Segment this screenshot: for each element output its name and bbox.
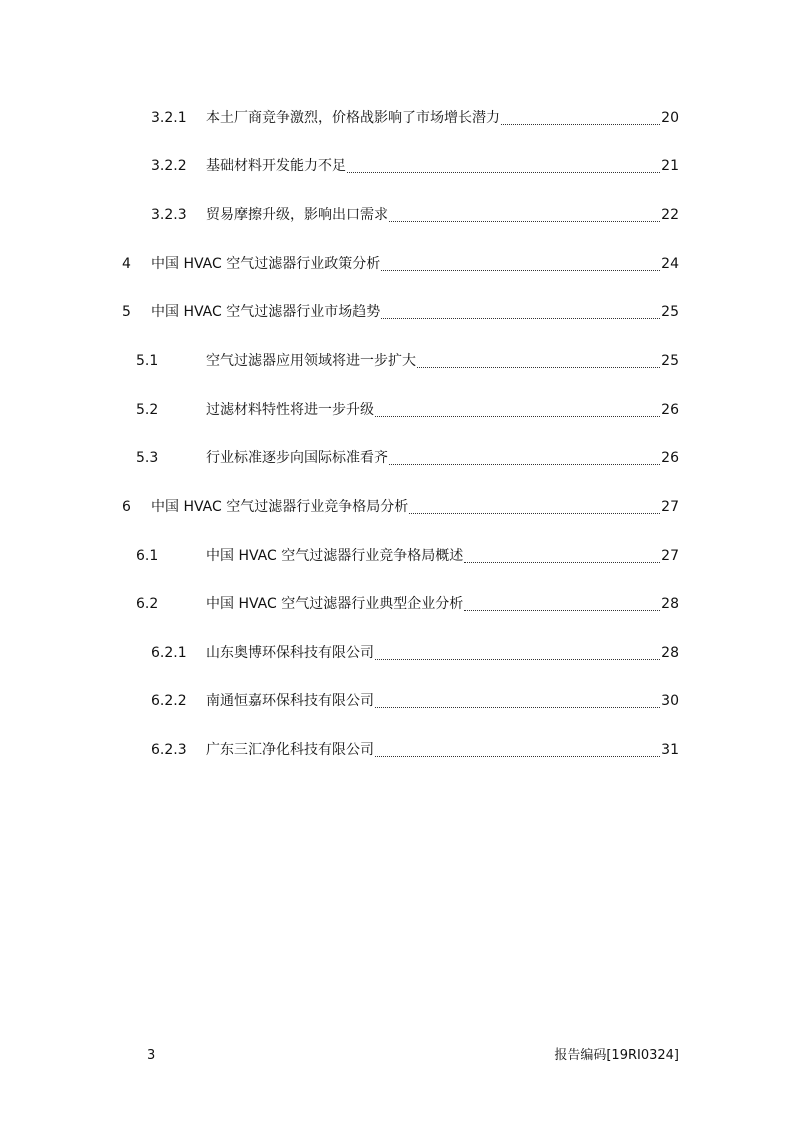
toc-entry-page: 26 — [661, 402, 679, 418]
toc-entry-title: 中国 HVAC 空气过滤器行业市场趋势 — [151, 304, 381, 320]
toc-entry-3-2-2[interactable] — [0, 156, 800, 176]
toc-entry-5-1[interactable] — [0, 351, 800, 371]
dot-leader — [375, 645, 660, 660]
toc-entry-6[interactable] — [0, 497, 800, 517]
toc-entry-3-2-1[interactable] — [0, 108, 800, 128]
dot-leader — [417, 353, 660, 368]
toc-entry-number: 5 — [122, 304, 131, 320]
toc-entry-title: 中国 HVAC 空气过滤器行业竞争格局概述 — [206, 548, 464, 564]
dot-leader — [375, 402, 660, 417]
toc-entry-page: 28 — [661, 645, 679, 661]
toc-entry-5[interactable] — [0, 302, 800, 322]
toc-entry-page: 26 — [661, 450, 679, 466]
toc-entry-title: 中国 HVAC 空气过滤器行业政策分析 — [151, 256, 381, 272]
toc-entry-5-3[interactable] — [0, 448, 800, 468]
dot-leader — [464, 548, 660, 563]
dot-leader — [381, 256, 660, 271]
toc-entry-number: 3.2.3 — [151, 207, 187, 223]
toc-entry-number: 6.2.3 — [151, 742, 187, 758]
toc-entry-page: 27 — [661, 548, 679, 564]
toc-entry-page: 27 — [661, 499, 679, 515]
toc-entry-page: 24 — [661, 256, 679, 272]
dot-leader — [389, 207, 660, 222]
dot-leader — [375, 742, 660, 757]
toc-entry-3-2-3[interactable] — [0, 205, 800, 225]
dot-leader — [389, 450, 660, 465]
toc-entry-title: 基础材料开发能力不足 — [206, 158, 346, 174]
toc-entry-number: 5.1 — [136, 353, 159, 369]
toc-entry-title: 中国 HVAC 空气过滤器行业典型企业分析 — [206, 596, 464, 612]
dot-leader — [381, 304, 660, 319]
toc-entry-title: 中国 HVAC 空气过滤器行业竞争格局分析 — [151, 499, 409, 515]
toc-entry-title: 行业标准逐步向国际标准看齐 — [206, 450, 388, 466]
dot-leader — [347, 158, 660, 173]
toc-entry-page: 25 — [661, 304, 679, 320]
toc-entry-page: 28 — [661, 596, 679, 612]
dot-leader — [501, 110, 660, 125]
toc-entry-page: 21 — [661, 158, 679, 174]
toc-entry-title: 本土厂商竞争激烈，价格战影响了市场增长潜力 — [206, 110, 500, 126]
toc-entry-number: 6.2 — [136, 596, 159, 612]
toc-entry-title: 南通恒嘉环保科技有限公司 — [206, 693, 374, 709]
toc-entry-number: 6.2.1 — [151, 645, 187, 661]
dot-leader — [464, 596, 660, 611]
toc-entry-title: 山东奥博环保科技有限公司 — [206, 645, 374, 661]
toc-entry-6-1[interactable] — [0, 546, 800, 566]
toc-entry-title: 空气过滤器应用领域将进一步扩大 — [206, 353, 416, 369]
toc-entry-number: 3.2.2 — [151, 158, 187, 174]
toc-entry-number: 6.1 — [136, 548, 159, 564]
toc-entry-5-2[interactable] — [0, 400, 800, 420]
toc-entry-6-2-1[interactable] — [0, 643, 800, 663]
toc-entry-page: 30 — [661, 693, 679, 709]
toc-entry-page: 20 — [661, 110, 679, 126]
footer-page-number: 3 — [147, 1048, 156, 1063]
toc-entry-page: 25 — [661, 353, 679, 369]
footer-report-code: 报告编码[19RI0324] — [554, 1048, 679, 1063]
toc-entry-number: 6.2.2 — [151, 693, 187, 709]
toc-entry-6-2-2[interactable] — [0, 691, 800, 711]
toc-entry-number: 5.2 — [136, 402, 159, 418]
toc-entry-page: 31 — [661, 742, 679, 758]
toc-entry-6-2-3[interactable] — [0, 740, 800, 760]
toc-entry-number: 6 — [122, 499, 131, 515]
toc-entry-4[interactable] — [0, 254, 800, 274]
toc-entry-title: 贸易摩擦升级，影响出口需求 — [206, 207, 388, 223]
dot-leader — [375, 693, 660, 708]
toc-entry-title: 广东三汇净化科技有限公司 — [206, 742, 374, 758]
dot-leader — [409, 499, 660, 514]
toc-entry-page: 22 — [661, 207, 679, 223]
toc-entry-number: 5.3 — [136, 450, 159, 466]
toc-entry-number: 3.2.1 — [151, 110, 187, 126]
toc-entry-number: 4 — [122, 256, 131, 272]
toc-entry-6-2[interactable] — [0, 594, 800, 614]
toc-entry-title: 过滤材料特性将进一步升级 — [206, 402, 374, 418]
